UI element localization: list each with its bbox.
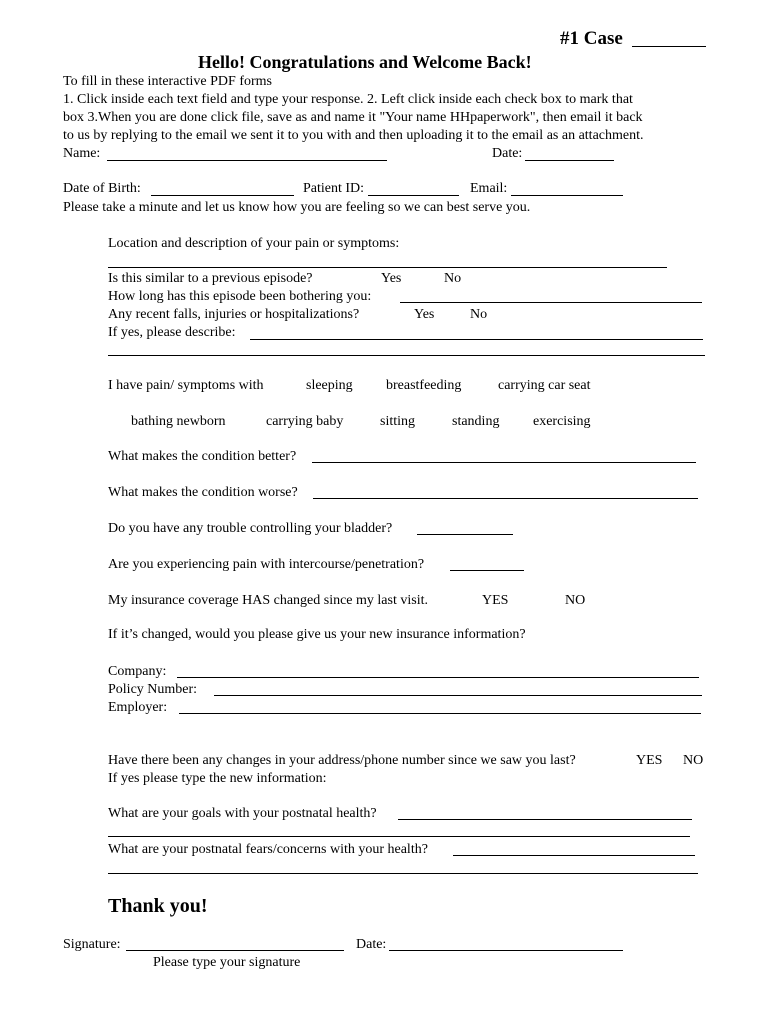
page-title: Hello! Congratulations and Welcome Back! [198, 52, 532, 72]
describe-field[interactable] [250, 325, 703, 340]
address-yes-checkbox[interactable]: YES [636, 753, 663, 768]
case-number-label: #1 Case [560, 28, 623, 49]
activity-sitting-checkbox[interactable]: sitting [380, 414, 416, 429]
date-label: Date: [492, 146, 523, 161]
address-no-checkbox[interactable]: NO [683, 753, 704, 768]
activity-bathing-newborn-checkbox[interactable]: bathing newborn [131, 414, 226, 429]
activity-carrying-car-seat-checkbox[interactable]: carrying car seat [498, 378, 591, 393]
company-label: Company: [108, 664, 167, 679]
email-label: Email: [470, 181, 508, 196]
dob-label: Date of Birth: [63, 181, 141, 196]
fears-field[interactable] [453, 841, 695, 856]
insurance-no-checkbox[interactable]: NO [565, 593, 586, 608]
company-field[interactable] [177, 663, 699, 678]
location-label: Location and description of your pain or symptoms: [108, 236, 400, 251]
thank-you-heading: Thank you! [108, 895, 208, 917]
how-long-field[interactable] [400, 288, 702, 303]
pain-with-label: I have pain/ symptoms with [108, 378, 264, 393]
signature-date-field[interactable] [389, 936, 623, 951]
instructions-line-4: to us by replying to the email we sent it to you with and then uploading it to the email as an attachment. [63, 128, 644, 143]
describe-field-line-2[interactable] [108, 341, 705, 356]
date-field[interactable] [525, 146, 614, 161]
employer-label: Employer: [108, 700, 168, 715]
location-field[interactable] [108, 253, 667, 268]
signature-hint: Please type your signature [153, 955, 301, 970]
instructions-line-1: To fill in these interactive PDF forms [63, 74, 272, 89]
signature-field[interactable] [126, 936, 344, 951]
fears-field-line-2[interactable] [108, 859, 698, 874]
goals-field-line-2[interactable] [108, 822, 690, 837]
insurance-yes-checkbox[interactable]: YES [482, 593, 509, 608]
employer-field[interactable] [179, 699, 701, 714]
address-new-label: If yes please type the new information: [108, 771, 327, 786]
activity-carrying-baby-checkbox[interactable]: carrying baby [266, 414, 344, 429]
better-label: What makes the condition better? [108, 449, 297, 464]
bladder-field[interactable] [417, 520, 513, 535]
activity-standing-checkbox[interactable]: standing [452, 414, 500, 429]
policy-number-label: Policy Number: [108, 682, 198, 697]
instructions-line-2: 1. Click inside each text field and type your response. 2. Left click inside each check box to mark that [63, 92, 633, 107]
falls-no-checkbox[interactable]: No [470, 307, 488, 322]
better-field[interactable] [312, 448, 696, 463]
address-changed-label: Have there been any changes in your address/phone number since we saw you last? [108, 753, 576, 768]
how-long-label: How long has this episode been bothering you: [108, 289, 372, 304]
activity-breastfeeding-checkbox[interactable]: breastfeeding [386, 378, 462, 393]
goals-field[interactable] [398, 805, 692, 820]
similar-yes-checkbox[interactable]: Yes [381, 271, 402, 286]
signature-date-label: Date: [356, 937, 387, 952]
falls-yes-checkbox[interactable]: Yes [414, 307, 435, 322]
insurance-info-label: If it’s changed, would you please give us your new insurance information? [108, 627, 526, 642]
signature-label: Signature: [63, 937, 121, 952]
feeling-intro: Please take a minute and let us know how you are feeling so we can best serve you. [63, 200, 531, 215]
worse-field[interactable] [313, 484, 698, 499]
email-field[interactable] [511, 181, 623, 196]
name-field[interactable] [107, 146, 387, 161]
activity-exercising-checkbox[interactable]: exercising [533, 414, 591, 429]
fears-label: What are your postnatal fears/concerns with your health? [108, 842, 428, 857]
instructions-line-3: box 3.When you are done click file, save as and name it "Your name HHpaperwork", then email it back [63, 110, 643, 125]
activity-sleeping-checkbox[interactable]: sleeping [306, 378, 353, 393]
similar-no-checkbox[interactable]: No [444, 271, 462, 286]
similar-episode-label: Is this similar to a previous episode? [108, 271, 313, 286]
insurance-changed-label: My insurance coverage HAS changed since my last visit. [108, 593, 428, 608]
case-number-field[interactable] [632, 32, 706, 47]
policy-number-field[interactable] [214, 681, 702, 696]
intercourse-field[interactable] [450, 556, 524, 571]
falls-label: Any recent falls, injuries or hospitalizations? [108, 307, 360, 322]
describe-label: If yes, please describe: [108, 325, 236, 340]
patient-id-field[interactable] [368, 181, 459, 196]
goals-label: What are your goals with your postnatal health? [108, 806, 377, 821]
intercourse-label: Are you experiencing pain with intercourse/penetration? [108, 557, 425, 572]
patient-id-label: Patient ID: [303, 181, 365, 196]
name-label: Name: [63, 146, 101, 161]
dob-field[interactable] [151, 181, 294, 196]
worse-label: What makes the condition worse? [108, 485, 298, 500]
bladder-label: Do you have any trouble controlling your bladder? [108, 521, 393, 536]
